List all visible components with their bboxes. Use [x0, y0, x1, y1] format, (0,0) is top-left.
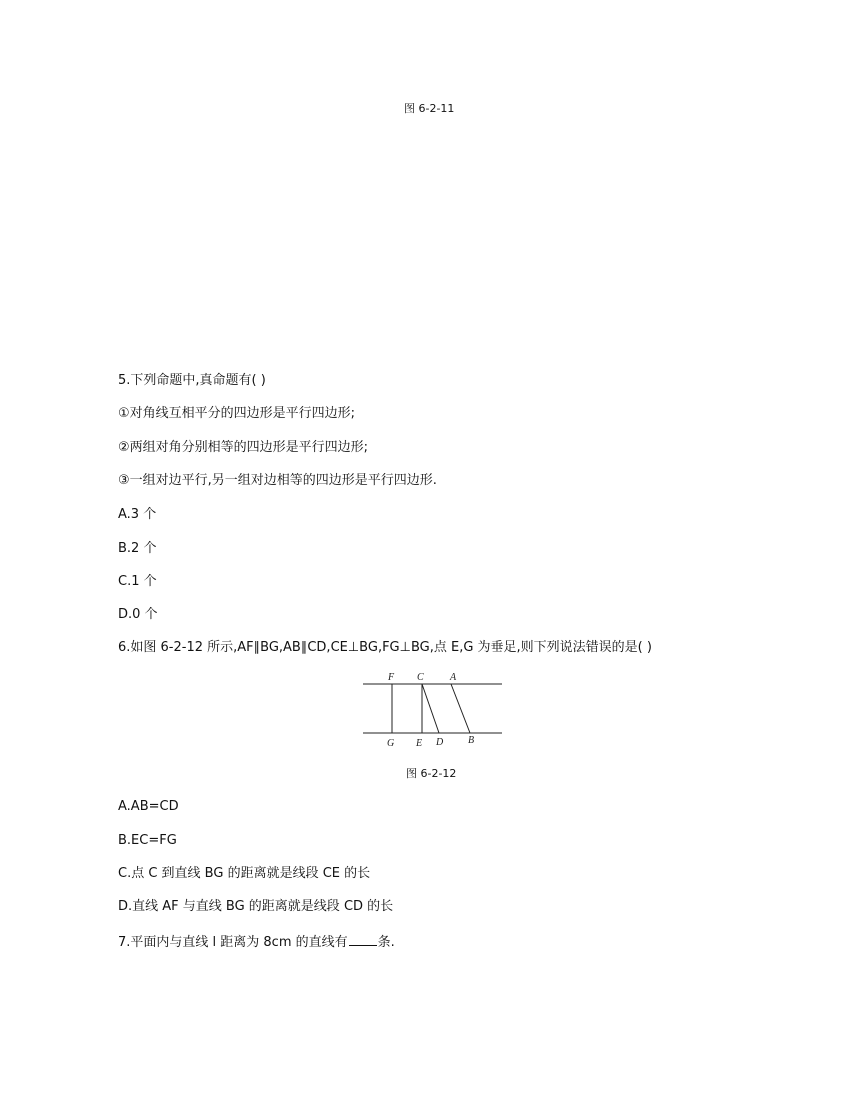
question-5-option-a: A.3 个	[118, 507, 157, 522]
question-5-statement-1: ①对角线互相平分的四边形是平行四边形;	[118, 406, 356, 421]
question-5-stem: 5.下列命题中,真命题有( )	[118, 373, 266, 388]
question-5-option-d: D.0 个	[118, 607, 158, 622]
answer-blank[interactable]	[349, 933, 377, 946]
question-6-option-a: A.AB=CD	[118, 799, 179, 814]
figure-6-2-12-caption: 图 6-2-12	[406, 767, 457, 780]
question-5-option-c: C.1 个	[118, 574, 157, 589]
question-5-statement-3: ③一组对边平行,另一组对边相等的四边形是平行四边形.	[118, 473, 437, 488]
question-6-option-c: C.点 C 到直线 BG 的距离就是线段 CE 的长	[118, 866, 371, 881]
question-5-option-b: B.2 个	[118, 541, 157, 556]
label-b: B	[468, 735, 475, 746]
question-7-stem	[118, 933, 395, 951]
figure-6-2-11-caption: 图 6-2-11	[404, 102, 455, 115]
label-f: F	[388, 672, 395, 683]
label-d: D	[436, 737, 444, 748]
segment-cd	[422, 684, 439, 733]
question-5-statement-2: ②两组对角分别相等的四边形是平行四边形;	[118, 440, 369, 455]
question-6-option-b: B.EC=FG	[118, 833, 177, 848]
figure-6-2-12	[355, 668, 510, 753]
label-c: C	[417, 672, 424, 683]
label-e: E	[416, 738, 423, 749]
question-6-option-d: D.直线 AF 与直线 BG 的距离就是线段 CD 的长	[118, 899, 394, 914]
label-g: G	[387, 738, 395, 749]
question-6-stem: 6.如图 6-2-12 所示,AF∥BG,AB∥CD,CE⊥BG,FG⊥BG,点 E,G 为垂足,则下列说法错误的是( )	[118, 640, 652, 655]
segment-ab	[451, 684, 470, 733]
question-7-stem-after: 条.	[377, 935, 395, 950]
question-7-stem-before: 7.平面内与直线 l 距离为 8cm 的直线有	[118, 935, 348, 950]
label-a: A	[450, 672, 457, 683]
